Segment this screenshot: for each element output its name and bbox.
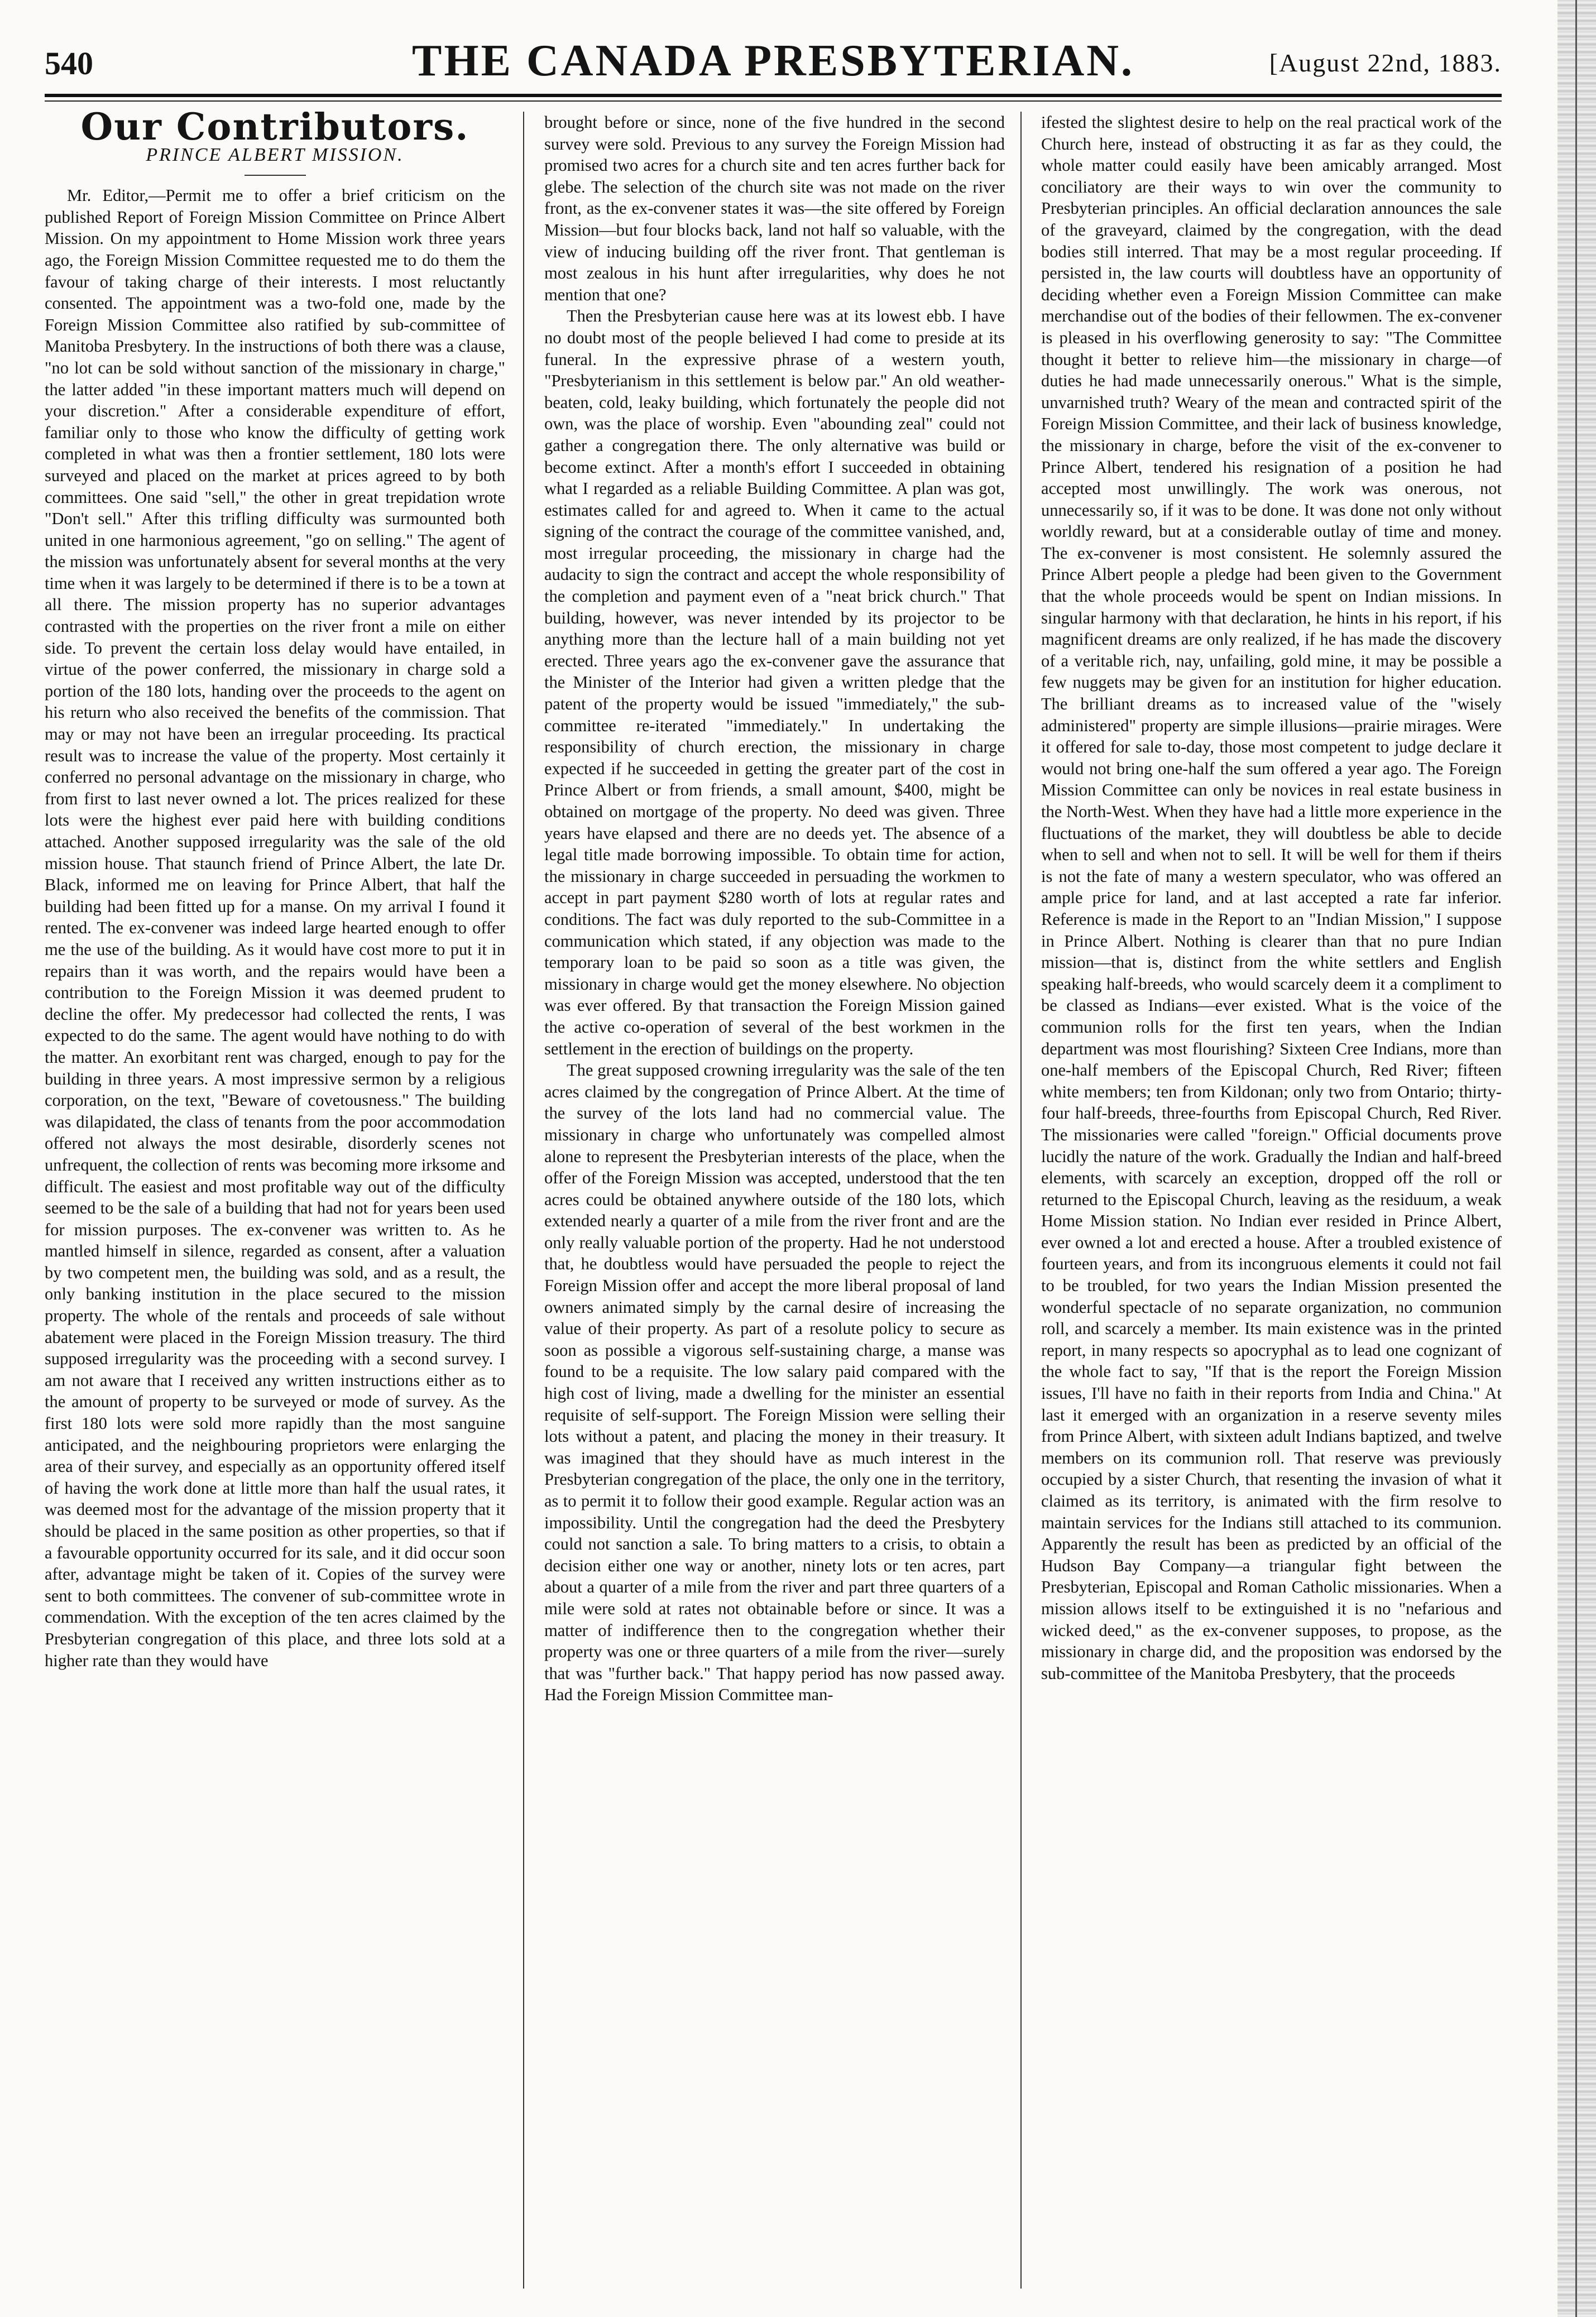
page-number: 540 xyxy=(45,45,93,81)
column-divider xyxy=(523,112,524,2289)
article-paragraph: Then the Presbyterian cause here was at its lowest ebb. I have no doubt most of the people believed I had come to preside at its funeral. In the expressive phrase of a western youth, "Presbyterianism in this settlement is below par." An old weather-beaten, cold, leaky building, which fortunately the people did not own, was the place of worship. Even "abounding zeal" could not gather a congregation there. The only alternative was build or become extinct. After a month's effort I succeeded in obtaining what I regarded as a reliable Building Committee. A plan was got, estimates called for and agreed to. When it came to the actual signing of the contract the courage of the committee vanished, and, most irregular proceeding, the missionary in charge had the audacity to sign the contract and accept the whole responsibility of the completion and payment even of a "neat brick church." That building, however, was never intended by its projector to be anything more than the lecture hall of a main building not yet erected. Three years ago the ex-convener gave the assurance that the Minister of the Interior had given a written pledge that the patent of the property would be issued "immediately," the sub-committee re-iterated "immediately." In undertaking the responsibility of church erection, the missionary in charge expected if he succeeded in getting the greater part of the cost in Prince Albert or from friends, a small amount, $400, might be obtained on mortgage of the property. No deed was given. Three years have elapsed and there are no deeds yet. The absence of a legal title made borrowing impossible. To obtain time for action, the missionary in charge succeeded in persuading the workmen to accept in part payment $280 worth of lots at regular rates and conditions. The fact was duly reported to the sub-Committee in a communication which stated, if any objection was made to the temporary loan to be paid so soon as a title was given, the missionary in charge would get the money elsewhere. No objection was ever offered. By that transaction the Foreign Mission gained the active co-operation of several of the best workmen in the settlement in the erection of buildings on the property. xyxy=(544,306,1005,1058)
article-paragraph: ifested the slightest desire to help on the real practical work of the Church here, instead of obstructing it as far as they could, the whole matter could easily have been amicably arranged. Most conciliatory are their ways to win over the community to Presbyterian principles. An official declaration announces the sale of the graveyard, claimed by the congregation, with the dead bodies still interred. That may be a most regular proceeding. If persisted in, the law courts will doubtless have an opportunity of deciding whether even a Foreign Mission Committee can make merchandise out of the bodies of their fellowmen. The ex-convener is pleased in his overflowing generosity to say: "The Committee thought it better to relieve him—the missionary in charge—of duties he had made unnecessarily onerous." What is the simple, unvarnished truth? Weary of the mean and contracted spirit of the Foreign Mission Committee, and their lack of business knowledge, the missionary in charge, before the visit of the ex-convener to Prince Albert, tendered his resignation of a position he had accepted most unwillingly. The work was onerous, not unnecessarily so, if it was to be done. It was done not only without worldly reward, but at a considerable outlay of time and money. The ex-convener is most consistent. He solemnly assured the Prince Albert people a pledge had been given to the Government that the whole proceeds would be spent on Indian missions. In singular harmony with that declaration, he hints in his report, if his magnificent dreams are only realized, if he has made the discovery of a veritable rich, nay, unfailing, gold mine, it may be possible a few nuggets may be given for an institution for higher education. The brilliant dreams as to increased value of the "wisely administered" property are simple illusions—prairie mirages. Were it offered for sale to-day, those most competent to judge declare it would not bring one-half the sum offered a year ago. The Foreign Mission Committee can only be novices in real estate business in the North-West. When they have had a little more experience in the fluctuations of the market, they will doubtless be able to decide when to sell and when not to sell. It will be well for them if theirs is not the fate of many a western speculator, who was offered an ample price for land, and at last accepted a rate far inferior. Reference is made in the Report to an "Indian Mission," I suppose in Prince Albert. Nothing is clearer than that no pure Indian mission—that is, distinct from the white settlers and English speaking half-breeds, who would scarcely deem it a compliment to be classed as Indians—ever existed. What is the voice of the communion rolls for the first ten years, when the Indian department was most flourishing? Sixteen Cree Indians, more than one-half members of the Episcopal Church, Red River; fifteen white members; ten from Kildonan; only two from Ontario; thirty-four half-breeds, three-fourths from Episcopal Church, Red River. The missionaries were called "foreign." Official documents prove lucidly the nature of the work. Gradually the Indian and half-breed elements, with scarcely an exception, dropped off the roll or returned to the Episcopal Church, leaving as the residuum, a weak Home Mission station. No Indian ever resided in Prince Albert, ever owned a lot and erected a house. After a troubled existence of fourteen years, and from its incongruous elements it could not fail to be troubled, for two years the Indian Mission presented the wonderful spectacle of no separate organization, no communion roll, and scarcely a member. Its main existence was in the printed report, in many respects so apocryphal as to lead one cognizant of the whole fact to say, "If that is the report the Foreign Mission issues, I'll have no faith in their reports from India and China." At last it emerged with an organization in a reserve seventy miles from Prince Albert, with sixteen adult Indians baptized, and twelve members on its communion roll. That reserve was previously occupied by a sister Church, that resenting the invasion of what it claimed as its territory, is animated with the firm resolve to maintain services for the Indians still attached to its communion. Apparently the result has been as predicted by an official of the Hudson Bay Company—a triangular fight between the Presbyterian, Episcopal and Roman Catholic missionaries. When a mission allows itself to be extinguished it is no "nefarious and wicked deed," as the ex-convener supposes, to propose, as the missionary in charge did, and the proposition was endorsed by the sub-committee of the Manitoba Presbytery, that the proceeds xyxy=(1041,113,1502,1683)
title-divider xyxy=(245,175,306,176)
binding-line xyxy=(1575,0,1577,2317)
section-heading: Our Contributors. xyxy=(80,112,469,148)
column-1 xyxy=(45,112,505,2289)
masthead-rule-thick xyxy=(45,94,1502,97)
article-paragraph: Mr. Editor,—Permit me to offer a brief criticism on the published Report of Foreign Mission Committee on Prince Albert Mission. On my appointment to Home Mission work three years ago, the Foreign Mission Committee requested me to do them the favour of taking charge of their interests. I most reluctantly consented. The appointment was a two-fold one, made by the Foreign Mission Committee also ratified by sub-committee of Manitoba Presbytery. In the instructions of both there was a clause, "no lot can be sold without sanction of the missionary in charge," the latter added "in these important matters much will depend on your discretion." After a considerable expenditure of effort, familiar only to those who know the difficulty of getting work completed in what was then a frontier settlement, 180 lots were surveyed and placed on the market at prices agreed to by both committees. One said "sell," the other in great trepidation wrote "Don't sell." After this trifling difficulty was surmounted both united in one harmonious agreement, "go on selling." The agent of the mission was unfortunately absent for several months at the very time when it was largely to be determined if there is to be a town at all there. The mission property has no superior advantages contrasted with the properties on the river front a mile on either side. To prevent the certain loss delay would have entailed, in virtue of the power conferred, the missionary in charge sold a portion of the 180 lots, handing over the proceeds to the agent on his return who also received the benefits of the commission. That may or may not have been an irregular proceeding. Its practical result was to increase the value of the property. Most certainly it conferred no personal advantage on the missionary in charge, who from first to last never owned a lot. The prices realized for these lots were the highest ever paid here with building conditions attached. Another supposed irregularity was the sale of the old mission house. That staunch friend of Prince Albert, the late Dr. Black, informed me on leaving for Prince Albert, that half the building had been fitted up for a manse. On my arrival I found it rented. The ex-convener was indeed large hearted enough to offer me the use of the building. As it would have cost more to put it in repairs than it was worth, and the repairs would have been a contribution to the Foreign Mission it was deemed prudent to decline the offer. My predecessor had collected the rents, I was expected to do the same. The agent would have nothing to do with the matter. An exorbitant rent was charged, enough to pay for the building in three years. A most impressive sermon by a religious corporation, on the text, "Beware of covetousness." The building was dilapidated, the class of tenants from the poor accommodation offered not always the most desirable, disorderly scenes not unfrequent, the collection of rents was becoming more irksome and difficult. The easiest and most profitable way out of the difficulty seemed to be the sale of a building that had not for years been used for mission purposes. The ex-convener was written to. As he mantled himself in silence, regarded as consent, after a valuation by two competent men, the building was sold, and as a result, the only banking institution in the place secured to the mission property. The whole of the rentals and proceeds of sale without abatement were placed in the Foreign Mission treasury. The third supposed irregularity was the proceeding with a second survey. I am not aware that I received any written instructions either as to the amount of property to be surveyed or mode of survey. As the first 180 lots were sold more rapidly than the most sanguine anticipated, and the neighbouring proprietors were enlarging the area of their survey, and especially as an opportunity offered itself of having the work done at little more than half the usual rates, it was deemed most for the advantage of the mission property that it should be placed in the same position as other properties, so that if a favourable opportunity occurred for its sale, and it did occur soon after, advantage might be taken of it. Copies of the survey were sent to both committees. The convener of sub-committee wrote in commendation. With the exception of the ten acres claimed by the Presbyterian congregation of this place, and three lots sold at a higher rate than they would have xyxy=(45,186,505,1670)
article-paragraph: The great supposed crowning irregularity was the sale of the ten acres claimed by the congregation of Prince Albert. At the time of the survey of the lots land had no commercial value. The missionary in charge who unfortunately was compelled almost alone to represent the Presbyterian interests of the place, when the offer of the Foreign Mission was accepted, understood that the ten acres could be obtained anywhere outside of the 180 lots, which extended nearly a quarter of a mile from the river front and are the only really valuable portion of the property. Had he not understood that, he doubtless would have persuaded the people to reject the Foreign Mission offer and accept the more liberal proposal of land owners animated simply by the carnal desire of increasing the value of their property. As part of a resolute policy to secure as soon as possible a vigorous self-sustaining charge, a manse was found to be a requisite. The low salary paid compared with the high cost of living, made a dwelling for the minister an essential requisite of self-support. The Foreign Mission were selling their lots without a patent, and placing the money in their treasury. It was imagined that they should have as much interest in the Presbyterian congregation of the place, the only one in the territory, as to permit it to follow their good example. Regular action was an impossibility. Until the congregation had the deed the Presbytery could not sanction a sale. To bring matters to a crisis, to obtain a decision either one way or another, ninety lots or ten acres, part about a quarter of a mile from the river and part three quarters of a mile were sold at rates not obtainable before or since. It was a matter of indifference then to the congregation whether their property was one or three quarters of a mile from the river—surely that was "further back." That happy period has now passed away. Had the Foreign Mission Committee man- xyxy=(544,1061,1005,1705)
masthead-rule-thin xyxy=(45,100,1502,102)
article-title: PRINCE ALBERT MISSION. xyxy=(146,144,404,165)
column-divider xyxy=(1020,112,1022,2289)
newspaper-title: THE CANADA PRESBYTERIAN. xyxy=(412,36,1134,85)
column-3 xyxy=(1041,112,1502,2289)
masthead xyxy=(45,33,1502,95)
column-2 xyxy=(544,112,1005,2289)
article-paragraph: brought before or since, none of the five hundred in the second survey were sold. Previous to any survey the Foreign Mission had promised two acres for a church site and ten acres further back for glebe. The selection of the church site was not made on the river front, as the ex-convener states it was—the site offered by Foreign Mission—but four blocks back, land not half so valuable, with the view of inducing building off the river front. That gentleman is most zealous in his hunt after irregularities, why does he not mention that one? xyxy=(544,113,1005,304)
issue-date: [August 22nd, 1883. xyxy=(1269,49,1502,77)
